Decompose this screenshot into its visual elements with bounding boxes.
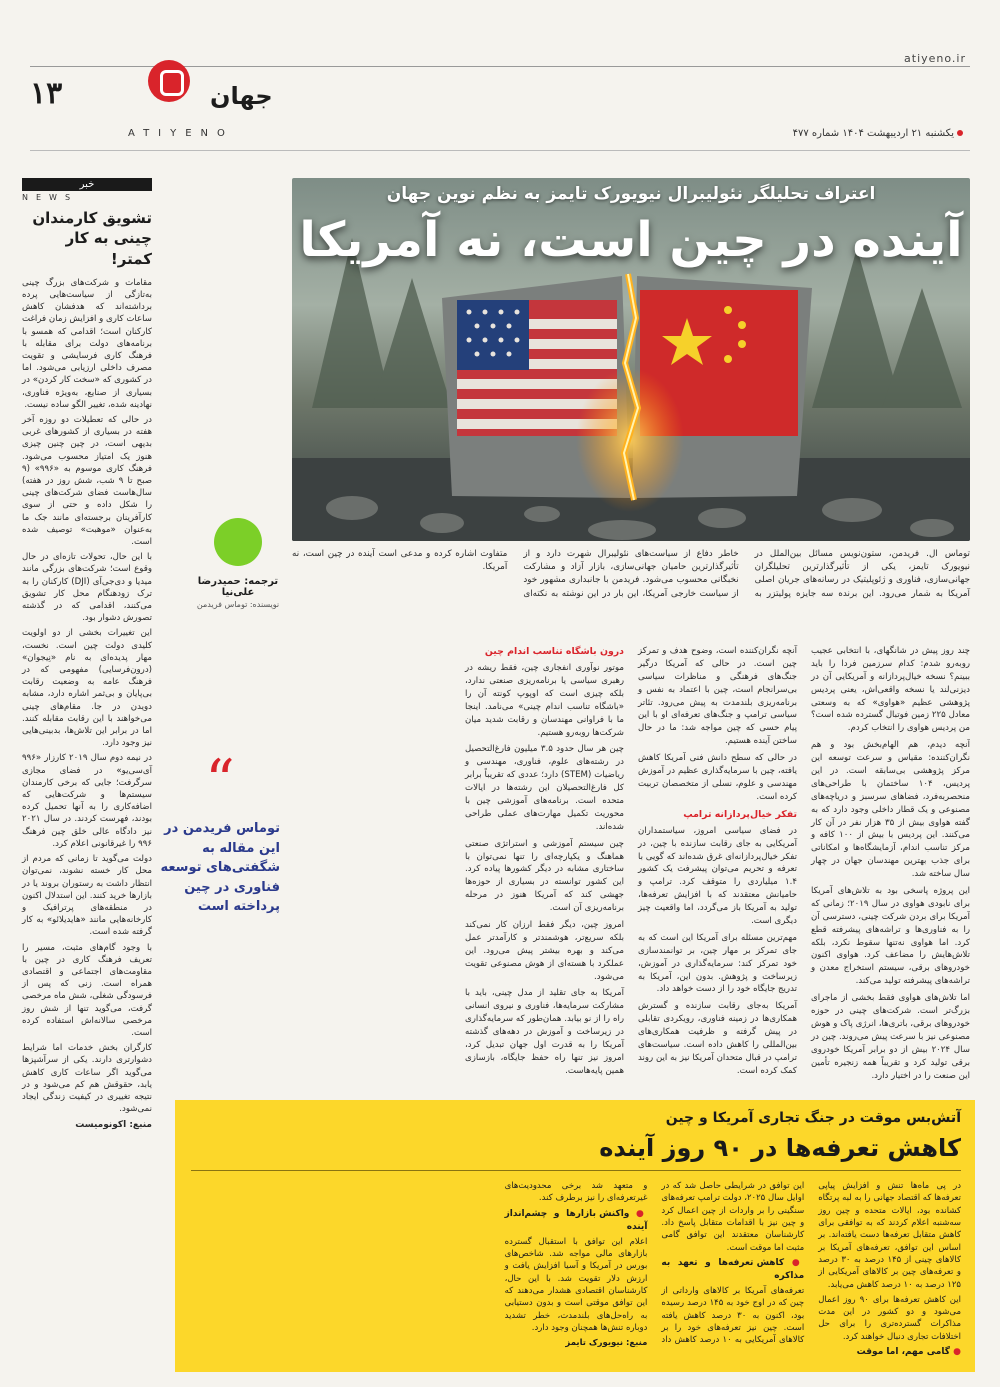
box-source: منبع: نیویورک تایمز [565,1338,648,1349]
box-title: کاهش تعرفه‌ها در ۹۰ روز آینده [599,1134,961,1162]
box-paragraph: این توافق در شرایطی حاصل شد که در اوایل سال ۲۰۲۵، دولت ترامپ تعرفه‌های سنگینی را بر واردات از چین اعمال کرد و چین نیز با اقدامات متقابل پاسخ داد. کارشناسان معتقدند این توافق گامی مثبت اما موقت است. [661,1181,805,1253]
article-paragraph: آمریکا به جای تقلید از مدل چینی، باید با مشارکت سرمایه‌ها، فناوری و نیروی انسانی راه را از نو بیابد. همان‌طور که سرمایه‌گذاری در زیرساخت و آموزش در دهه‌های گذشته آمریکا را به قدرت اول جهان تبدیل کرد، امروز نیز تنها راه حفظ جایگاه، بازسازی همین پایه‌هاست. [465,988,624,1076]
news-paragraph: با این حال، تحولات تازه‌ای در حال وقوع است؛ شرکت‌های بزرگی مانند میدیا و دی‌جی‌آی (DJI) کارکنان را به ترک زودهنگام محل کار تشویق می‌کنند، اقدامی که در گذشته تصورش دشوار بود. [22,552,152,624]
news-paragraph: در حالی که تعطیلات دو روزه آخر هفته در بسیاری از کشورهای غربی بدیهی است، در چین چنین چیزی هنوز یک امتیاز محسوب می‌شود. فرهنگ کاری موسوم به «۹۹۶» (۹ صبح تا ۹ شب، شش روز در هفته) سال‌هاست فضای شرکت‌های چینی را شکل داده و حتی از سوی کارآفرینان برجسته‌ای مانند جک ما به‌عنوان «موهبت» توصیف شده است. [22,414,152,548]
news-paragraph: مقامات و شرکت‌های بزرگ چینی به‌تازگی از سیاست‌هایی پرده برداشته‌اند که هدفشان کاهش ساعات کاری و افزایش زمان فراغت کارکنان است؛ اقدامی که همسو با برنامه‌های دولت برای مقابله با فرهنگ کاری فرسایشی و تقویت مصرف داخلی ارزیابی می‌شود. اما در کشوری که «سخت کار کردن» در بسیاری از صنایع، به‌ویژه فناوری، نهادینه شده، تغییر الگو ساده نیست. [22,277,152,410]
quote-mark-icon: “ [205,747,235,815]
article-paragraph: چین سیستم آموزشی و استراتژی صنعتی هماهنگ و یکپارچه‌ای را تنها نمی‌توان با ساختاری مشابه در دیگر کشورها پیاده کرد. این کشور توانسته در بسیاری از حوزه‌ها جهشی کند که آمریکا هنوز در مرحله برنامه‌ریزی آن است. [465,838,624,914]
article-paragraph: چین هر سال حدود ۳.۵ میلیون فارغ‌التحصیل در رشته‌های علوم، فناوری، مهندسی و ریاضیات (STEM) دارد؛ عددی که تقریباً برابر کل فارغ‌التحصیلان این رشته‌ها در ایالات متحده است. برنامه‌های آموزشی چین با محوریت تکمیل مهارت‌های عملی طراحی شده‌اند. [465,744,624,832]
article-paragraph: مهم‌ترین مسئله برای آمریکا این است که به جای تمرکز بر مهار چین، بر توانمندسازی خود تمرکز کند: سرمایه‌گذاری در آموزش، زیرساخت و پژوهش. بدون این، آمریکا به تدریج جایگاه خود را از دست خواهد داد. [638,932,797,995]
box-subheading: ● کاهش تعرفه‌ها و تعهد به مذاکره [661,1257,804,1283]
article-paragraph: امروز چین، دیگر فقط ارزان کار نمی‌کند بلکه سریع‌تر، هوشمندتر و کارآمدتر عمل می‌کند و بهره بیشتر پیش می‌رود. این عملکرد با هسته‌ای از هوش مصنوعی تقویت می‌شود. [465,920,624,982]
news-paragraph: دولت می‌گوید تا زمانی که مردم از محل کار خسته نشوند، نمی‌توان انتظار داشت به رستوران بروند یا در بازارها خرید کنند. این استدلال اکنون در منطقه‌های پرترافیک و کارخانه‌هایی مانند «هایدیلائو» به کار گرفته شده است. [22,854,152,938]
issue-text: یکشنبه ۲۱ اردیبهشت ۱۴۰۴ شماره ۴۷۷ [792,128,954,139]
hero-kicker: اعتراف تحلیلگر نئولیبرال نیویورک تایمز به نظم نوین جهان [386,184,876,204]
article-lead: توماس ال. فریدمن، ستون‌نویس مسائل بین‌الملل در نیویورک تایمز، یکی از تأثیرگذارترین تحلیلگران جهانی‌سازی، فناوری و ژئوپلیتیک در رسانه‌های جریان اصلی آمریکا به شمار می‌رود. این برنده سه جایزه پولیتزر به خاطر دفاع از سیاست‌های نئولیبرال شهرت دارد و از تأثیرگذارترین حامیان جهانی‌سازی، بازار آزاد و مشارکت نخبگانی محسوب می‌شود. فریدمن با جانبداری مشهور خود از سیاست خارجی آمریکا، این بار در این نوشته به نکته‌ای متفاوت اشاره کرده و مدعی است آینده در چین است، نه آمریکا. [292,549,970,599]
box-paragraph: تعرفه‌های آمریکا بر کالاهای وارداتی از چین که در اوج خود به ۱۴۵ درصد رسیده بود، اکنون به ۳۰ درصد کاهش یافته است. چین نیز تعرفه‌های خود را بر کالاهای آمریکایی به ۱۰ درصد کاهش داد و متعهد شد برخی محدودیت‌های غیرتعرفه‌ای را نیز برطرف کند. [504,1181,805,1346]
masthead [0,0,1000,178]
divider [191,1170,961,1171]
article-paragraph: آنچه دیدم، هم الهام‌بخش بود و هم نگران‌کننده: مقیاس و سرعت توسعه این مرکز پژوهشی بی‌سابقه است. در این پردیس، ۱۰۴ ساختمان با طراحی‌های منحصربه‌فرد، فضاهای سرسبز و دریاچه‌های مصنوعی و یک قطار داخلی وجود دارد که به گفته هواوی بیش از ۳۵ هزار نفر در آن کار می‌کنند. این پردیس با بیش از ۱۰۰ کافه و مرکز تناسب اندام، آزمایشگاه‌ها و امکاناتی برای جذب بهترین مهندسان جهان در چهار سال ساخته شد. [811,740,970,880]
news-column [22,178,152,1132]
box-subheading: ● گامی مهم، اما موقت [818,1346,961,1359]
issue-line [793,128,966,139]
article-paragraph: آنچه نگران‌کننده است، وضوح هدف و تمرکز چین است. در حالی که آمریکا درگیر جنگ‌های فرهنگی و مناظرات سیاسی بی‌سرانجام است، چین با اعتماد به نفس و برنامه‌ریزی بلندمدت به پیش می‌رود. تئاتر سیاسی ترامپ و جنگ‌های تعرفه‌ای او با این پیام حسی که چین مواجه شد: ما در حال ساختن آینده هستیم. [638,646,797,747]
logo-icon [148,60,190,102]
pull-quote [160,747,280,917]
page-number: ۱۳ [30,76,63,111]
hero-headline: آینده در چین است، نه آمریکا [299,212,963,268]
article-body [292,645,970,1095]
news-title: تشویق کارمندان چینی به کار کمتر! [32,209,152,268]
news-paragraph: کارگران بخش خدمات اما شرایط دشوارتری دارند. یکی از سرآشپزها می‌گوید اگر ساعات کاری کاهش یابد، حقوقش هم کم می‌شود و در نتیجه تغییری در کیفیت زندگی ایجاد نمی‌شود. [22,1043,152,1115]
news-tag-en: NEWS [22,193,79,202]
logo-wordmark: ATIYENO [128,128,234,139]
box-body [191,1180,961,1364]
article-paragraph: اما تلاش‌های هواوی فقط بخشی از ماجرای بزرگ‌تر است. شرکت‌های چینی در حوزه خودروهای برقی، باتری‌ها، انرژی پاک و هوش مصنوعی نیز با سرعت پیش می‌روند. چین در سال ۲۰۲۴ بیش از دو برابر آمریکا خودروی برقی تولید کرد و تقریباً همه زنجیره تأمین این صنعت را در اختیار دارد. [811,993,970,1081]
news-paragraph: با وجود گام‌های مثبت، مسیر را تعریف فرهنگ کاری در چین با مقاومت‌های اجتماعی و اقتصادی همراه است. زنی که پس از فرسودگی شغلی، شش ماه مرخصی گرفت، می‌گوید تنها از شش روز مرخصی سالانه‌اش استفاده کرده است. [22,942,152,1038]
hero-image [292,178,970,541]
news-paragraph: در نیمه دوم سال ۲۰۱۹ کارزار «۹۹۶ آی‌سی‌یو» در فضای مجازی سرگرفت؛ جایی که برخی کارمندان سیستم‌ها و شرکت‌هایی که اضافه‌کاری را به آنها تحمیل کرده بودند، فهرست کردند. در سال ۲۰۲۱ نیز دادگاه عالی خلق چین فرهنگ ۹۹۶ را غیرقانونی اعلام کرد. [22,753,152,849]
divider [30,150,970,151]
news-tag: خبر [22,178,152,191]
article-paragraph: موتور نوآوری انفجاری چین، فقط ریشه در رهبری سیاسی یا برنامه‌ریزی صنعتی ندارد، بلکه چیزی است که اوپوپ کونته آن را «باشگاه تناسب اندام چینی» می‌نامد. اینجا ما با فراوانی مهندسان و رقابت شدید میان شرکت‌ها روبه‌رو هستیم. [465,663,624,738]
news-body [22,277,152,1132]
article-paragraph: در فضای سیاسی امروز، سیاستمداران آمریکایی به جای رقابت سازنده با چین، در تفکر خیال‌پردازانه‌ای غرق شده‌اند که گویی با تعرفه و تحریم می‌توان پیشرفت یک کشور ۱.۴ میلیاردی را متوقف کرد. ترامپ و حامیانش معتقدند که با افزایش تعرفه‌ها، تولید به آمریکا باز می‌گردد، اما واقعیت چیز دیگری است. [638,825,797,927]
author-credit: نویسنده: توماس فریدمن [196,600,280,609]
issue-dot-icon [957,130,963,136]
article-paragraph: آمریکا به‌جای رقابت سازنده و گسترش همکاری‌ها در زمینه فناوری، رویکردی تقابلی در پیش گرفته و ظرفیت همکاری‌های بین‌المللی را کاهش داده است. سیاست‌های ترامپ در قبال متحدان آمریکا نیز به این روند کمک کرده است. [638,1001,797,1076]
article-paragraph: چند روز پیش در شانگهای، با انتخابی عجیب روبه‌رو شدم: کدام سرزمین فردا را باید ببینم؟ نسخه خیال‌پردازانه و آمریکایی آن در دیزنی‌لند یا نسخه واقعی‌اش، یعنی پردیس پژوهشی عظیم «هواوی» که به وسعتی معادل ۲۲۵ زمین فوتبال گسترده شده است؟ من پردیس هواوی را انتخاب کردم. [811,646,970,734]
news-source: منبع: اکونومیست [75,1120,152,1131]
box-paragraph: اعلام این توافق با استقبال گسترده بازارهای مالی مواجه شد. شاخص‌های بورس در آمریکا و آسیا افزایش یافت و ارزش دلار تقویت شد. با این حال، کارشناسان اقتصادی هشدار می‌دهند که این توافق موقتی است و بدون دستیابی به راه‌حل‌های بلندمدت، خطر تشدید دوباره تنش‌ها همچنان وجود دارد. [504,1236,648,1333]
box-paragraph: در پی ماه‌ها تنش و افزایش پیاپی تعرفه‌ها که اقتصاد جهانی را به لبه پرتگاه کشانده بود، ایالات متحده و چین روز سه‌شنبه اعلام کردند که به توافقی برای کاهش متقابل تعرفه‌ها دست یافته‌اند. بر اساس این توافق، تعرفه‌های آمریکا بر کالاهای چینی از ۱۴۵ درصد به ۳۰ درصد و تعرفه‌های چین بر کالاهای آمریکایی از ۱۲۵ درصد به ۱۰ درصد کاهش می‌یابد. [818,1181,961,1290]
translator-name: ترجمه: حمیدرضا علی‌نیا [197,576,279,598]
news-paragraph: این تغییرات بخشی از دو اولویت کلیدی دولت چین است. نخست، مهار پدیده‌ای به نام «نِیجوان» (درون‌فرسایی) مفهومی که در فرهنگ عامه به وضعیت رقابت بی‌پایان و بی‌ثمر اشاره دارد، مشابه دویدن در جا. مقام‌های چینی می‌خواهند با این رقابت مقابله کنند. اما در برابر این تلاش‌ها، بدبینی‌هایی نیز وجود دارد. [22,628,152,749]
article-subheading: تفکر خیال‌پردازانه ترامپ [683,808,797,820]
section-title: جهان [210,82,273,110]
trade-war-box [175,1100,975,1372]
article-subheading: درون باشگاه تناسب اندام چین [484,646,624,657]
avatar [214,518,262,566]
pull-quote-text: توماس فریدمن در این مقاله به شگفتی‌های توسعه فناوری در چین پرداخته است [160,821,280,915]
box-paragraph: این کاهش تعرفه‌ها برای ۹۰ روز اعمال می‌شود و دو کشور در این مدت مذاکرات گسترده‌تری را برای حل اختلافات تجاری دنبال خواهند کرد. [818,1294,961,1342]
box-kicker: آتش‌بس موقت در جنگ تجاری آمریکا و چین [665,1110,961,1126]
article-paragraph: در حالی که سطح دانش فنی آمریکا کاهش یافته، چین با سرمایه‌گذاری عظیم در آموزش مهندسی و علوم، نسلی از متخصصان تربیت کرده است. [638,753,797,802]
article-paragraph: این پروژه پاسخی بود به تلاش‌های آمریکا برای نابودی هواوی در سال ۲۰۱۹؛ زمانی که آمریکا برای بردن شرکت چینی، دسترسی آن را به فناوری‌ها و تراشه‌های پیشرفته قطع کرد. اما هواوی نه‌تنها سقوط نکرد، بلکه تلاش‌هایش را مضاعف کرد. هواوی اکنون خودروهای برقی، سیستم استخراج معدن و تراشه‌های پیشرفته تولید می‌کند. [811,886,970,987]
site-url[interactable]: atiyeno.ir [904,52,966,65]
box-subheading: ● واکنش بازارها و چشم‌انداز آینده [505,1208,648,1234]
translator-box [182,518,294,609]
